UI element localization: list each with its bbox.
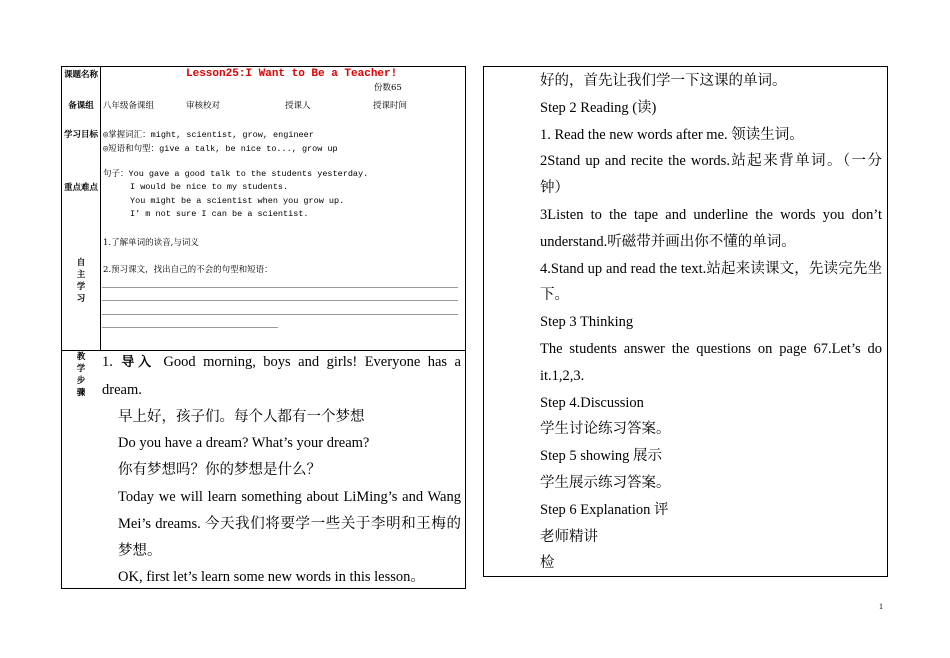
teacher-label: 授课人 (285, 101, 311, 111)
dream-question: Do you have a dream? What’s your dream? (118, 435, 370, 452)
step-line: 学生展示练习答案。 (540, 474, 671, 491)
step-heading-thinking: Step 3 Thinking (540, 314, 634, 331)
answer-line (102, 287, 458, 288)
step-heading-discussion: Step 4.Discussion (540, 394, 644, 411)
review-label: 审核校对 (186, 101, 221, 111)
title-label: 课题名称 (63, 70, 98, 80)
teaching-steps-content (102, 349, 461, 591)
objectives-vocabulary: ◎掌握词汇：might, scientist, grow, engineer (103, 130, 314, 140)
step-line: 2Stand up and recite the words.站起来背单词。（一分钟） (540, 153, 882, 197)
page-number: 1 (879, 602, 883, 611)
answer-line (102, 327, 278, 328)
step-line: 4.Stand up and read the text.站起来读课文，先读完先坐下。 (540, 260, 882, 304)
intro-translation: 早上好，孩子们。每个人都有一个梦想 (118, 408, 365, 425)
step-line: 好的，首先让我们学一下这课的单词。 (540, 73, 787, 89)
prep-group-label: 备课组 (68, 101, 94, 111)
key-sentence-3: You might be a scientist when you grow up. (130, 196, 345, 206)
lesson-title: Lesson25:I Want to Be a Teacher! (186, 68, 398, 80)
step-line: 老师精讲 (540, 528, 598, 545)
objectives-phrases: ◎短语和句型：give a talk, be nice to..., grow up (103, 144, 338, 154)
key-sentence-2: I would be nice to my students. (130, 182, 289, 192)
column-divider (100, 67, 101, 350)
self-study-label: 自主学习 (76, 258, 86, 304)
answer-line (102, 314, 458, 315)
key-sentence-4: I’ m not sure I can be a scientist. (130, 209, 309, 219)
self-study-item-2: 2.预习课文，找出自己的不会的句型和短语： (103, 265, 273, 275)
step-line: 检 (540, 555, 555, 572)
step-line: 学生讨论练习答案。 (540, 421, 671, 438)
step-heading-explanation: Step 6 Explanation 评 (540, 501, 669, 518)
step-line: 1. Read the new words after me. 领读生词。 (540, 126, 804, 143)
steps-continued (540, 68, 882, 577)
intro-text: Good morning, boys and girls! Everyone has a dream. (102, 354, 461, 398)
step-line: 3Listen to the tape and underline the words you don’t understand.听磁带并画出你不懂的单词。 (540, 206, 882, 250)
lesson-plan-left-table (61, 66, 466, 589)
teaching-time-label: 授课时间 (373, 101, 408, 111)
today-paragraph: Today we will learn something about LiMing’s and Wang Mei’s dreams. 今天我们将要学一些关于李明和王梅的梦想。 (118, 488, 461, 559)
step-heading-reading: Step 2 Reading (读) (540, 99, 657, 116)
dream-question-translation: 你有梦想吗？你的梦想是什么？ (118, 462, 321, 479)
answer-line (102, 300, 458, 301)
intro-number: 1. (102, 354, 113, 370)
self-study-item-1: 1.了解单词的读音,与词义 (103, 238, 199, 248)
objectives-label: 学习目标 (63, 130, 98, 140)
step-line: The students answer the questions on page 67.Let’s do it.1,2,3. (540, 340, 882, 384)
step-heading-showing: Step 5 showing 展示 (540, 448, 663, 465)
new-words-line: OK, first let’s learn some new words in this lesson。 (118, 569, 425, 586)
intro-paragraph (102, 349, 461, 404)
copies-count: 份数65 (374, 83, 402, 93)
teaching-steps-label: 教学步骤 (76, 352, 86, 398)
prep-group-value: 八年级备课组 (103, 101, 155, 111)
intro-heading: 导入 (112, 355, 164, 370)
key-points-label: 重点难点 (63, 183, 98, 193)
key-sentence-1: 句子：You gave a good talk to the students yesterday. (103, 169, 369, 179)
lesson-plan-right-table (483, 66, 888, 577)
